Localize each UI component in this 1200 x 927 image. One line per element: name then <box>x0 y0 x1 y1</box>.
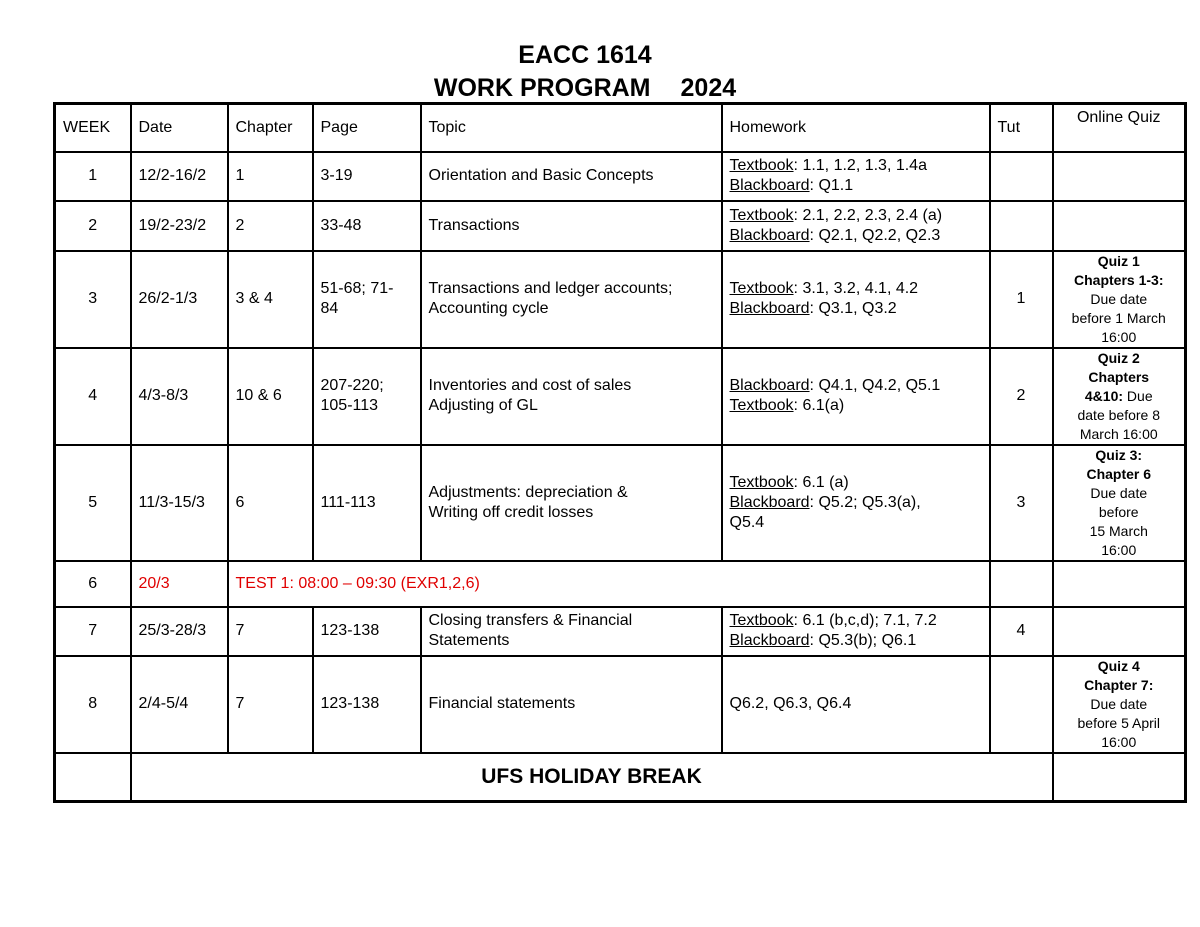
page-line: 207-220; <box>320 377 384 394</box>
homework-cell: Q6.2, Q6.3, Q6.4 <box>722 656 990 753</box>
tut-cell <box>990 152 1053 201</box>
table-row <box>55 445 1186 561</box>
hw-text: : Q1.1 <box>809 177 854 194</box>
quiz-cell <box>1053 445 1186 561</box>
page-line: 84 <box>320 300 339 317</box>
topic-line: Transactions and ledger accounts; <box>428 280 673 297</box>
hw-text: : 6.1 (b,c,d); 7.1, 7.2 <box>793 612 937 629</box>
quiz-cell <box>1053 251 1186 348</box>
page-cell: 3-19 <box>313 152 421 201</box>
table-row <box>55 348 1186 445</box>
quiz-line: before 5 April <box>1077 714 1160 731</box>
quiz-line: Due date <box>1090 290 1148 307</box>
topic-cell: Transactions <box>421 201 722 251</box>
topic-cell <box>421 348 722 445</box>
chapter-cell: 1 <box>228 152 313 201</box>
homework-cell <box>722 201 990 251</box>
hw-text: Q5.4 <box>729 513 765 531</box>
topic-line: Closing transfers & Financial <box>428 612 633 629</box>
subtitle-year: 2024 <box>680 74 737 102</box>
hw-text: : Q4.1, Q4.2, Q5.1 <box>809 377 941 394</box>
tut-cell <box>990 656 1053 753</box>
table-row <box>55 152 1186 201</box>
tut-cell: 4 <box>990 607 1053 656</box>
hw-text: : 2.1, 2.2, 2.3, 2.4 (a) <box>793 206 943 224</box>
quiz-line: Due date <box>1090 695 1148 712</box>
date-cell: 25/3-28/3 <box>131 607 228 656</box>
week-cell: 5 <box>55 445 131 561</box>
page-line: 51-68; 71- <box>320 280 394 297</box>
hw-label: Blackboard <box>729 177 810 194</box>
quiz-cell <box>1053 561 1186 607</box>
quiz-chapters: Chapters 1-3: <box>1074 271 1164 288</box>
header-chapter: Chapter <box>228 104 313 152</box>
hw-label: Blackboard <box>729 493 810 511</box>
homework-cell <box>722 251 990 348</box>
quiz-chapters: Chapter 7: <box>1084 676 1154 693</box>
chapter-cell: 2 <box>228 201 313 251</box>
homework-cell <box>722 152 990 201</box>
quiz-line: before 1 March <box>1071 309 1166 326</box>
hw-label: Textbook <box>729 397 794 414</box>
date-cell: 2/4-5/4 <box>131 656 228 753</box>
quiz-line: Due date <box>1090 484 1148 501</box>
week-cell: 6 <box>55 561 131 607</box>
table-row <box>55 201 1186 251</box>
quiz-line: 15 March <box>1089 522 1148 539</box>
hw-text: : Q5.3(b); Q6.1 <box>809 632 917 649</box>
header-date: Date <box>131 104 228 152</box>
quiz-line: date before 8 <box>1077 406 1160 423</box>
chapter-cell: 7 <box>228 656 313 753</box>
header-online-quiz: Online Quiz <box>1053 104 1186 152</box>
hw-text: : 1.1, 1.2, 1.3, 1.4a <box>793 157 927 174</box>
quiz-cell <box>1053 152 1186 201</box>
homework-cell <box>722 607 990 656</box>
week-cell: 3 <box>55 251 131 348</box>
tut-cell: 1 <box>990 251 1053 348</box>
hw-text: : Q2.1, Q2.2, Q2.3 <box>809 226 941 244</box>
table-row <box>55 656 1186 753</box>
date-cell: 26/2-1/3 <box>131 251 228 348</box>
week-cell: 8 <box>55 656 131 753</box>
quiz-title: Quiz 3: <box>1095 446 1143 463</box>
quiz-cell <box>1053 201 1186 251</box>
table-row-holiday <box>55 753 1186 802</box>
chapter-cell: 3 & 4 <box>228 251 313 348</box>
header-tut: Tut <box>990 104 1053 152</box>
topic-line: Adjusting of GL <box>428 397 538 414</box>
quiz-title: Quiz 4 <box>1097 657 1140 674</box>
tut-cell <box>990 201 1053 251</box>
homework-cell <box>722 445 990 561</box>
tut-cell <box>990 561 1053 607</box>
table-row <box>55 607 1186 656</box>
quiz-chapters: Chapter 6 <box>1086 465 1152 482</box>
header-row <box>55 104 1186 152</box>
header-topic: Topic <box>421 104 722 152</box>
quiz-cell <box>1053 348 1186 445</box>
hw-label: Blackboard <box>729 632 810 649</box>
quiz-title: Quiz 1 <box>1097 252 1140 269</box>
quiz-cell <box>1053 753 1186 802</box>
hw-label: Textbook <box>729 473 794 491</box>
page-cell <box>313 348 421 445</box>
hw-label: Textbook <box>729 206 794 224</box>
header-week: WEEK <box>55 104 131 152</box>
work-program-table <box>53 102 1187 803</box>
topic-line: Statements <box>428 632 510 649</box>
quiz-cell <box>1053 607 1186 656</box>
hw-label: Textbook <box>729 280 794 297</box>
header-homework: Homework <box>722 104 990 152</box>
week-cell: 1 <box>55 152 131 201</box>
table-row-test <box>55 561 1186 607</box>
hw-text: : 6.1(a) <box>793 397 845 414</box>
date-cell: 11/3-15/3 <box>131 445 228 561</box>
doc-subtitle <box>0 73 1185 103</box>
header-page: Page <box>313 104 421 152</box>
hw-label: Blackboard <box>729 300 810 317</box>
date-cell: 4/3-8/3 <box>131 348 228 445</box>
quiz-cell <box>1053 656 1186 753</box>
quiz-line: 16:00 <box>1101 733 1137 750</box>
hw-label: Textbook <box>729 157 794 174</box>
hw-text: : Q3.1, Q3.2 <box>809 300 897 317</box>
holiday-cell: UFS HOLIDAY BREAK <box>131 753 1053 802</box>
topic-cell: Financial statements <box>421 656 722 753</box>
hw-label: Blackboard <box>729 226 810 244</box>
week-cell: 7 <box>55 607 131 656</box>
doc-title: EACC 1614 <box>518 41 652 69</box>
quiz-chapters: Chapters <box>1088 368 1150 385</box>
topic-line: Accounting cycle <box>428 300 549 317</box>
page-cell <box>313 251 421 348</box>
topic-line: Writing off credit losses <box>428 503 594 521</box>
page-cell: 123-138 <box>313 656 421 753</box>
chapter-cell: 6 <box>228 445 313 561</box>
quiz-line: Due <box>1123 387 1153 404</box>
date-cell: 19/2-23/2 <box>131 201 228 251</box>
topic-cell: Orientation and Basic Concepts <box>421 152 722 201</box>
chapter-cell: 7 <box>228 607 313 656</box>
quiz-chapters: 4&10: <box>1084 387 1124 404</box>
homework-cell <box>722 348 990 445</box>
tut-cell: 2 <box>990 348 1053 445</box>
subtitle-program: WORK PROGRAM <box>433 74 651 102</box>
page-line: 105-113 <box>320 397 379 414</box>
date-cell: 12/2-16/2 <box>131 152 228 201</box>
week-cell: 2 <box>55 201 131 251</box>
hw-text: : 3.1, 3.2, 4.1, 4.2 <box>793 280 919 297</box>
quiz-line: March 16:00 <box>1079 425 1158 442</box>
date-cell: 20/3 <box>131 561 228 607</box>
page-cell: 123-138 <box>313 607 421 656</box>
page-cell: 33-48 <box>313 201 421 251</box>
topic-cell <box>421 251 722 348</box>
topic-cell <box>421 607 722 656</box>
quiz-line: 16:00 <box>1101 328 1137 345</box>
topic-line: Inventories and cost of sales <box>428 377 632 394</box>
tut-cell: 3 <box>990 445 1053 561</box>
topic-line: Adjustments: depreciation & <box>428 483 628 501</box>
hw-label: Textbook <box>729 612 794 629</box>
week-cell <box>55 753 131 802</box>
hw-text: : 6.1 (a) <box>793 473 849 491</box>
table-row <box>55 251 1186 348</box>
hw-text: : Q5.2; Q5.3(a), <box>809 493 921 511</box>
quiz-title: Quiz 2 <box>1097 349 1140 366</box>
page-cell: 111-113 <box>313 445 421 561</box>
test-cell: TEST 1: 08:00 – 09:30 (EXR1,2,6) <box>228 561 990 607</box>
quiz-line: 16:00 <box>1101 541 1137 558</box>
quiz-line: before <box>1098 503 1139 520</box>
week-cell: 4 <box>55 348 131 445</box>
topic-cell <box>421 445 722 561</box>
hw-label: Blackboard <box>729 377 810 394</box>
chapter-cell: 10 & 6 <box>228 348 313 445</box>
